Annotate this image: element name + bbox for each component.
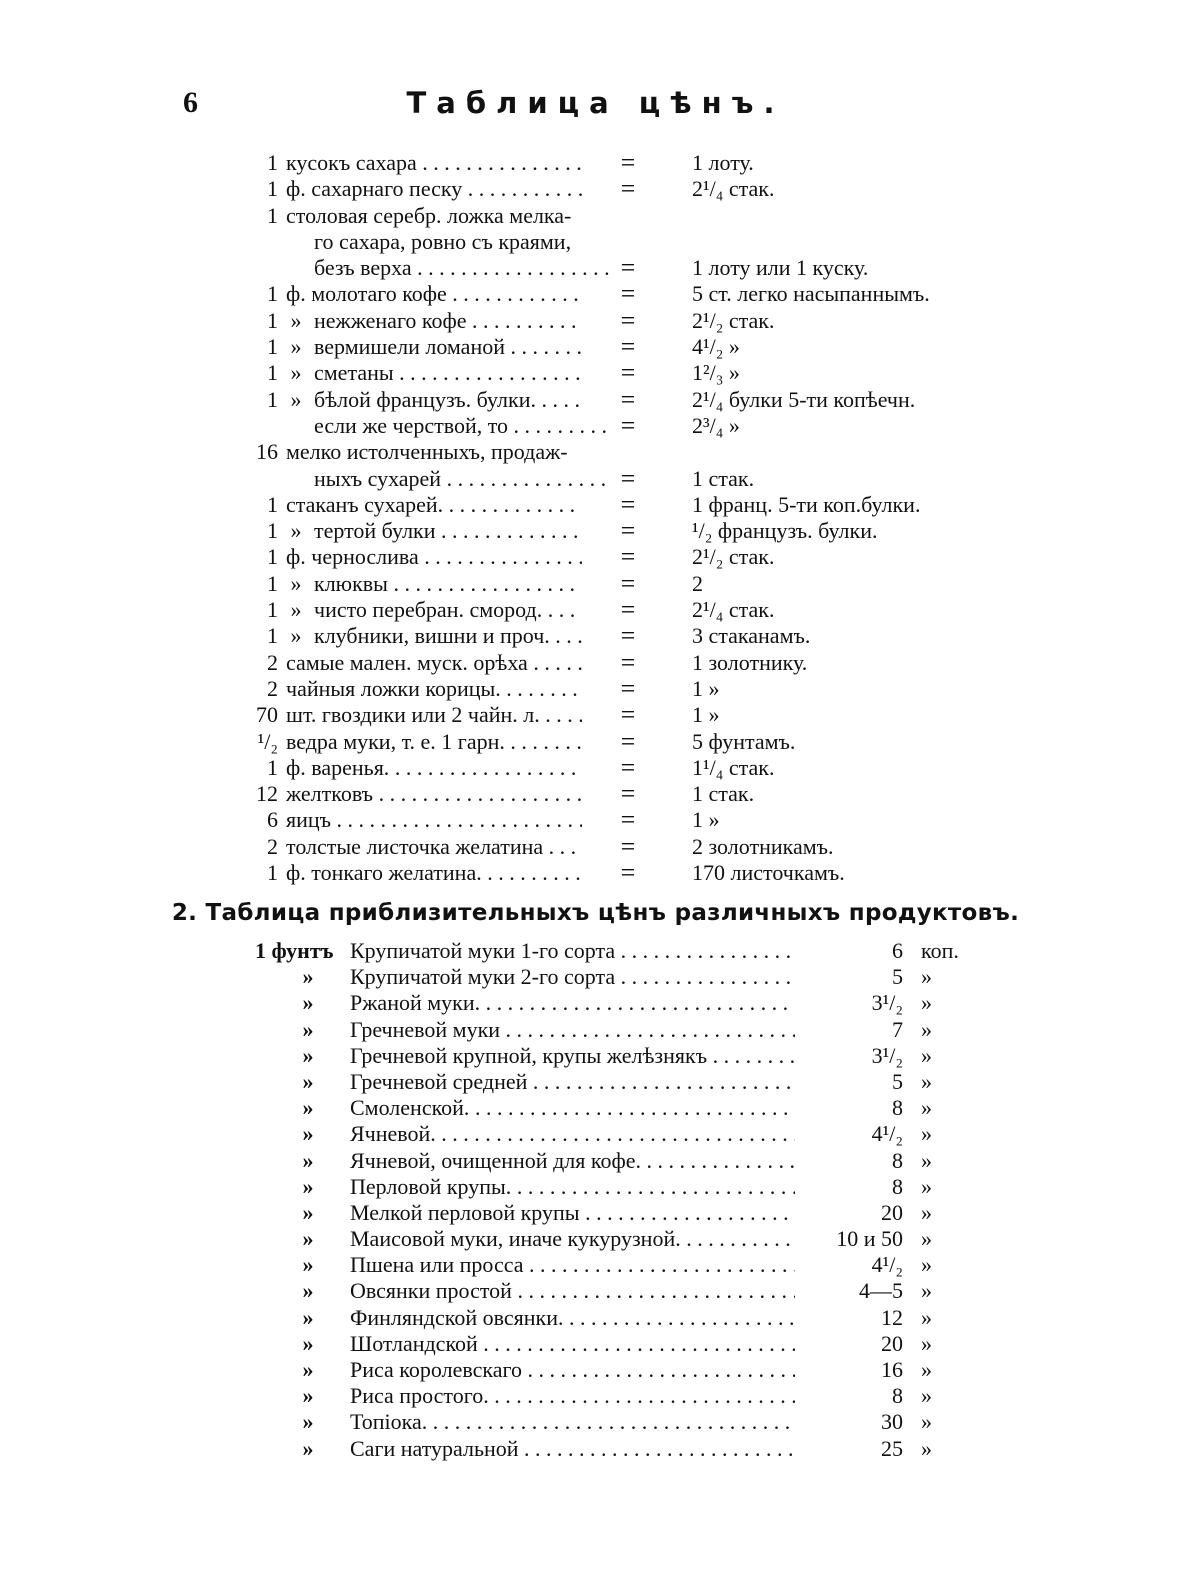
price-unit: » (302, 964, 314, 990)
measure-quantity: 1 (267, 281, 278, 307)
price-currency: » (921, 1409, 932, 1435)
equals-sign: = (620, 384, 636, 414)
product-name: Ячневой, очищенной для кофе. . . . (350, 1148, 834, 1174)
equals-sign: = (620, 489, 636, 519)
measure-item: стаканъ сухарей. . . . (286, 492, 582, 518)
product-price: 25 (795, 1436, 903, 1462)
product-name: Топіока. . . . (350, 1409, 834, 1435)
price-row (255, 1305, 975, 1331)
price-row (255, 1148, 975, 1174)
page-number: 6 (183, 86, 198, 119)
measure-quantity: 1 (267, 623, 278, 649)
measure-value: 1 » (692, 807, 720, 833)
price-row (255, 1357, 975, 1383)
price-unit: » (302, 1042, 314, 1068)
measure-item: толстые листочка желатина . . . (286, 834, 582, 860)
product-price: 30 (795, 1409, 903, 1435)
price-currency: » (921, 1068, 932, 1094)
price-row (255, 1017, 975, 1043)
price-currency: » (921, 1016, 932, 1042)
measure-unit-ditto: » (290, 307, 302, 333)
measure-value: 2¹/₂ стак. (692, 307, 775, 333)
price-currency: » (921, 1042, 932, 1068)
equals-sign: = (620, 595, 636, 625)
price-currency: коп. (921, 938, 959, 963)
equals-sign: = (620, 305, 636, 335)
measure-value: 1 стак. (692, 465, 755, 491)
product-name: Маисовой муки, иначе кукурузной. . . . (350, 1226, 834, 1252)
price-unit: » (302, 990, 314, 1016)
page-header: Таблица цѣнъ. (406, 86, 785, 120)
measure-value: 5 ст. легко насыпаннымъ. (692, 281, 930, 307)
product-name: Риса королевскаго . . . (350, 1357, 834, 1383)
product-price: 4—5 (795, 1278, 903, 1304)
measure-item: если же черствой, то . . . (314, 413, 610, 439)
measure-value: 1 лоту. (692, 150, 754, 175)
measure-quantity: 70 (256, 702, 278, 728)
product-price: 8 (795, 1148, 903, 1174)
measure-quantity: 1 (267, 754, 278, 780)
price-row (255, 1252, 975, 1278)
price-row (255, 1043, 975, 1069)
price-currency: » (921, 1252, 932, 1278)
measure-row (230, 334, 990, 360)
product-price: 3¹/₂ (795, 1043, 903, 1069)
measure-value: 1 золотнику. (692, 649, 808, 675)
price-currency: » (921, 1095, 932, 1121)
measure-item: шт. гвоздики или 2 чайн. л. . . . (286, 702, 582, 728)
product-name: Гречневой крупной, крупы желѣзнякъ . . . (350, 1043, 834, 1069)
price-row (255, 1095, 975, 1121)
product-price: 5 (795, 964, 903, 990)
equals-sign: = (620, 463, 636, 493)
measure-item: ф. сахарнаго песку . . . (286, 176, 582, 202)
price-currency: » (921, 1304, 932, 1330)
measure-item: безъ верха . . . (314, 255, 610, 281)
price-unit: » (302, 1147, 314, 1173)
price-unit: » (302, 1016, 314, 1042)
measure-row (230, 360, 990, 386)
product-name: Смоленской. . . . (350, 1095, 834, 1121)
measure-item: го сахара, ровно съ краями, (314, 228, 572, 254)
equals-sign: = (620, 621, 636, 651)
equals-sign: = (620, 253, 636, 283)
price-currency: » (921, 1173, 932, 1199)
equals-sign: = (620, 568, 636, 598)
measure-unit-ditto: » (290, 597, 302, 623)
measure-value: 2 (692, 570, 703, 596)
measure-quantity: ¹/₂ (257, 728, 278, 754)
measure-row (230, 518, 990, 544)
price-unit: » (302, 1278, 314, 1304)
measure-quantity: 1 (267, 360, 278, 386)
price-unit: » (302, 1173, 314, 1199)
measures-table (230, 150, 990, 886)
measure-value: 2 золотникамъ. (692, 833, 834, 859)
price-row (255, 1409, 975, 1435)
measure-row (230, 860, 990, 886)
product-name: Ржаной муки. . . . (350, 990, 834, 1016)
measure-quantity: 1 (267, 202, 278, 228)
product-name: Ячневой. . . . (350, 1121, 834, 1147)
measure-item: яицъ . . . (286, 807, 582, 833)
measure-quantity: 1 (267, 307, 278, 333)
price-row (255, 1436, 975, 1462)
measure-row (230, 702, 990, 728)
measure-quantity: 1 (267, 570, 278, 596)
measure-item: ф. варенья. . . . (286, 755, 582, 781)
measure-quantity: 1 (267, 176, 278, 202)
measure-quantity: 1 (267, 860, 278, 886)
measure-value: 1 » (692, 675, 720, 701)
measure-row (230, 544, 990, 570)
price-unit: » (302, 1435, 314, 1461)
price-unit: » (302, 1068, 314, 1094)
measure-item: клюквы . . . (314, 571, 582, 597)
product-price: 16 (795, 1357, 903, 1383)
product-name: Крупичатой муки 2-го сорта . . . (350, 964, 834, 990)
equals-sign: = (620, 779, 636, 809)
measure-unit-ditto: » (290, 386, 302, 412)
measure-row (230, 623, 990, 649)
measure-value: 2¹/₂ стак. (692, 544, 775, 570)
measure-value: 170 листочкамъ. (692, 860, 845, 886)
price-currency: » (921, 1278, 932, 1304)
equals-sign: = (620, 673, 636, 703)
measure-item: клубники, вишни и проч. . . . (314, 623, 582, 649)
price-row (255, 1174, 975, 1200)
measure-quantity: 2 (267, 675, 278, 701)
price-currency: » (921, 990, 932, 1016)
measure-value: ¹/₂ французъ. булки. (692, 518, 878, 544)
measure-value: 5 фунтамъ. (692, 728, 796, 754)
measure-quantity: 2 (267, 649, 278, 675)
measure-item: ныхъ сухарей . . . (314, 466, 610, 492)
measure-value: 4¹/₂ » (692, 334, 740, 360)
equals-sign: = (620, 410, 636, 440)
measure-item: ф. чернослива . . . (286, 544, 582, 570)
measure-row (230, 203, 990, 229)
measure-unit-ditto: » (290, 623, 302, 649)
equals-sign: = (620, 332, 636, 362)
measure-quantity: 6 (267, 807, 278, 833)
measure-row (230, 229, 990, 255)
measure-unit-ditto: » (290, 570, 302, 596)
equals-sign: = (620, 542, 636, 572)
measure-row (230, 807, 990, 833)
price-unit: » (302, 1199, 314, 1225)
product-name: Мелкой перловой крупы . . . (350, 1200, 834, 1226)
measure-quantity: 1 (267, 334, 278, 360)
measure-item: ф. молотаго кофе . . . (286, 281, 582, 307)
price-currency: » (921, 1121, 932, 1147)
equals-sign: = (620, 358, 636, 388)
price-currency: » (921, 1435, 932, 1461)
measure-row (230, 410, 990, 440)
price-row (255, 964, 975, 990)
product-price: 12 (795, 1305, 903, 1331)
measure-quantity: 2 (267, 833, 278, 859)
product-name: Шотландской . . . (350, 1331, 834, 1357)
measure-item: кусокъ сахара . . . (286, 150, 582, 176)
measure-item: бѣлой французъ. булки. . . . (314, 387, 582, 413)
measure-quantity: 1 (267, 491, 278, 517)
price-unit: » (302, 1383, 314, 1409)
price-unit: » (302, 1095, 314, 1121)
measure-item: ф. тонкаго желатина. . . . (286, 860, 582, 886)
product-name: Крупичатой муки 1-го сорта . . . (350, 938, 834, 964)
product-price: 8 (795, 1383, 903, 1409)
equals-sign: = (620, 831, 636, 861)
measure-row (230, 647, 990, 677)
product-name: Финляндской овсянки. . . . (350, 1305, 834, 1331)
measure-value: 1 стак. (692, 781, 755, 807)
product-price: 8 (795, 1095, 903, 1121)
equals-sign: = (620, 279, 636, 309)
measure-row (230, 489, 990, 519)
measure-item: тертой булки . . . (314, 518, 582, 544)
measure-unit-ditto: » (290, 334, 302, 360)
measure-item: мелко истолченныхъ, продаж- (286, 439, 568, 465)
product-name: Риса простого. . . . (350, 1383, 834, 1409)
measure-value: 2³/₄ » (692, 412, 740, 438)
equals-sign: = (620, 700, 636, 730)
product-price: 8 (795, 1174, 903, 1200)
measure-value: 1 » (692, 702, 720, 728)
price-unit: » (302, 1357, 314, 1382)
product-price: 3¹/₂ (795, 990, 903, 1016)
measure-row (230, 439, 990, 465)
equals-sign: = (620, 805, 636, 835)
price-row (255, 1278, 975, 1304)
measure-item: столовая серебр. ложка мелка- (286, 202, 572, 228)
equals-sign: = (620, 174, 636, 204)
price-currency: » (921, 1199, 932, 1225)
measure-quantity: 12 (256, 781, 278, 807)
measure-unit-ditto: » (290, 518, 302, 544)
price-currency: » (921, 1330, 932, 1356)
measure-item: чисто перебран. смород. . . . (314, 597, 582, 623)
measure-row (230, 752, 990, 782)
measure-value: 2¹/₄ стак. (692, 597, 775, 623)
measure-value: 1 лоту или 1 куску. (692, 255, 869, 281)
measure-item: сметаны . . . (314, 360, 582, 386)
price-currency: » (921, 1383, 932, 1409)
measure-row (230, 726, 990, 756)
measure-value: 1¹/₄ стак. (692, 754, 775, 780)
price-currency: » (921, 1147, 932, 1173)
measure-row (230, 597, 990, 623)
equals-sign: = (620, 647, 636, 677)
product-price: 7 (795, 1017, 903, 1043)
measure-item: желтковъ . . . (286, 781, 582, 807)
price-row (255, 1200, 975, 1226)
measure-row (230, 281, 990, 307)
price-row (255, 1331, 975, 1357)
measure-item: самые мален. муск. орѣха . . . (286, 650, 582, 676)
product-name: Перловой крупы. . . . (350, 1174, 834, 1200)
price-currency: » (921, 1357, 932, 1382)
product-price: 5 (795, 1069, 903, 1095)
product-price: 4¹/₂ (795, 1121, 903, 1147)
measure-quantity: 1 (267, 386, 278, 412)
measure-value: 1 франц. 5-ти коп.булки. (692, 491, 921, 517)
price-unit: » (302, 1304, 314, 1330)
measure-row (230, 150, 990, 176)
product-name: Гречневой средней . . . (350, 1069, 834, 1095)
measure-value: 2¹/₄ булки 5-ти копѣечн. (692, 386, 916, 412)
measure-item: вермишели ломаной . . . (314, 334, 582, 360)
measure-row (230, 463, 990, 493)
measure-unit-ditto: » (290, 360, 302, 386)
measure-row (230, 384, 990, 414)
equals-sign: = (620, 726, 636, 756)
product-price: 20 (795, 1331, 903, 1357)
equals-sign: = (620, 516, 636, 546)
price-unit: 1 фунтъ (255, 938, 334, 963)
measure-row (230, 673, 990, 703)
measure-value: 3 стаканамъ. (692, 623, 811, 649)
prices-table (255, 938, 975, 1462)
product-price: 20 (795, 1200, 903, 1226)
measure-quantity: 16 (256, 439, 278, 465)
measure-value: 1²/₃ » (692, 360, 740, 386)
price-row (255, 1383, 975, 1409)
product-name: Гречневой муки . . . (350, 1017, 834, 1043)
measure-quantity: 1 (267, 150, 278, 175)
equals-sign: = (620, 752, 636, 782)
measure-row (230, 781, 990, 807)
price-unit: » (302, 1226, 314, 1252)
price-currency: » (921, 1226, 932, 1252)
section-title: 2. Таблица приблизительныхъ цѣнъ различныхъ продуктовъ. (171, 900, 1020, 926)
measure-item: нежженаго кофе . . . (314, 308, 582, 334)
price-currency: » (921, 964, 932, 990)
price-unit: » (302, 1330, 314, 1356)
measure-item: ведра муки, т. е. 1 гарн. . . . (286, 729, 582, 755)
measure-quantity: 1 (267, 544, 278, 570)
measure-row (230, 831, 990, 861)
measure-quantity: 1 (267, 597, 278, 623)
product-name: Саги натуральной . . . (350, 1436, 834, 1462)
product-name: Овсянки простой . . . (350, 1278, 834, 1304)
measure-item: чайныя ложки корицы. . . . (286, 676, 582, 702)
measure-value: 2¹/₄ стак. (692, 176, 775, 202)
measure-row (230, 568, 990, 598)
product-price: 4¹/₂ (795, 1252, 903, 1278)
measure-row (230, 176, 990, 202)
equals-sign: = (620, 148, 636, 177)
measure-row (230, 255, 990, 281)
price-row (255, 1069, 975, 1095)
price-row (255, 938, 975, 964)
price-row (255, 990, 975, 1016)
product-name: Пшена или просса . . . (350, 1252, 834, 1278)
equals-sign: = (620, 858, 636, 888)
price-unit: » (302, 1252, 314, 1278)
price-row (255, 1121, 975, 1147)
product-price: 6 (795, 938, 903, 964)
measure-row (230, 305, 990, 335)
price-unit: » (302, 1121, 314, 1147)
price-unit: » (302, 1409, 314, 1435)
measure-quantity: 1 (267, 518, 278, 544)
price-row (255, 1226, 975, 1252)
product-price: 10 и 50 (795, 1226, 903, 1252)
